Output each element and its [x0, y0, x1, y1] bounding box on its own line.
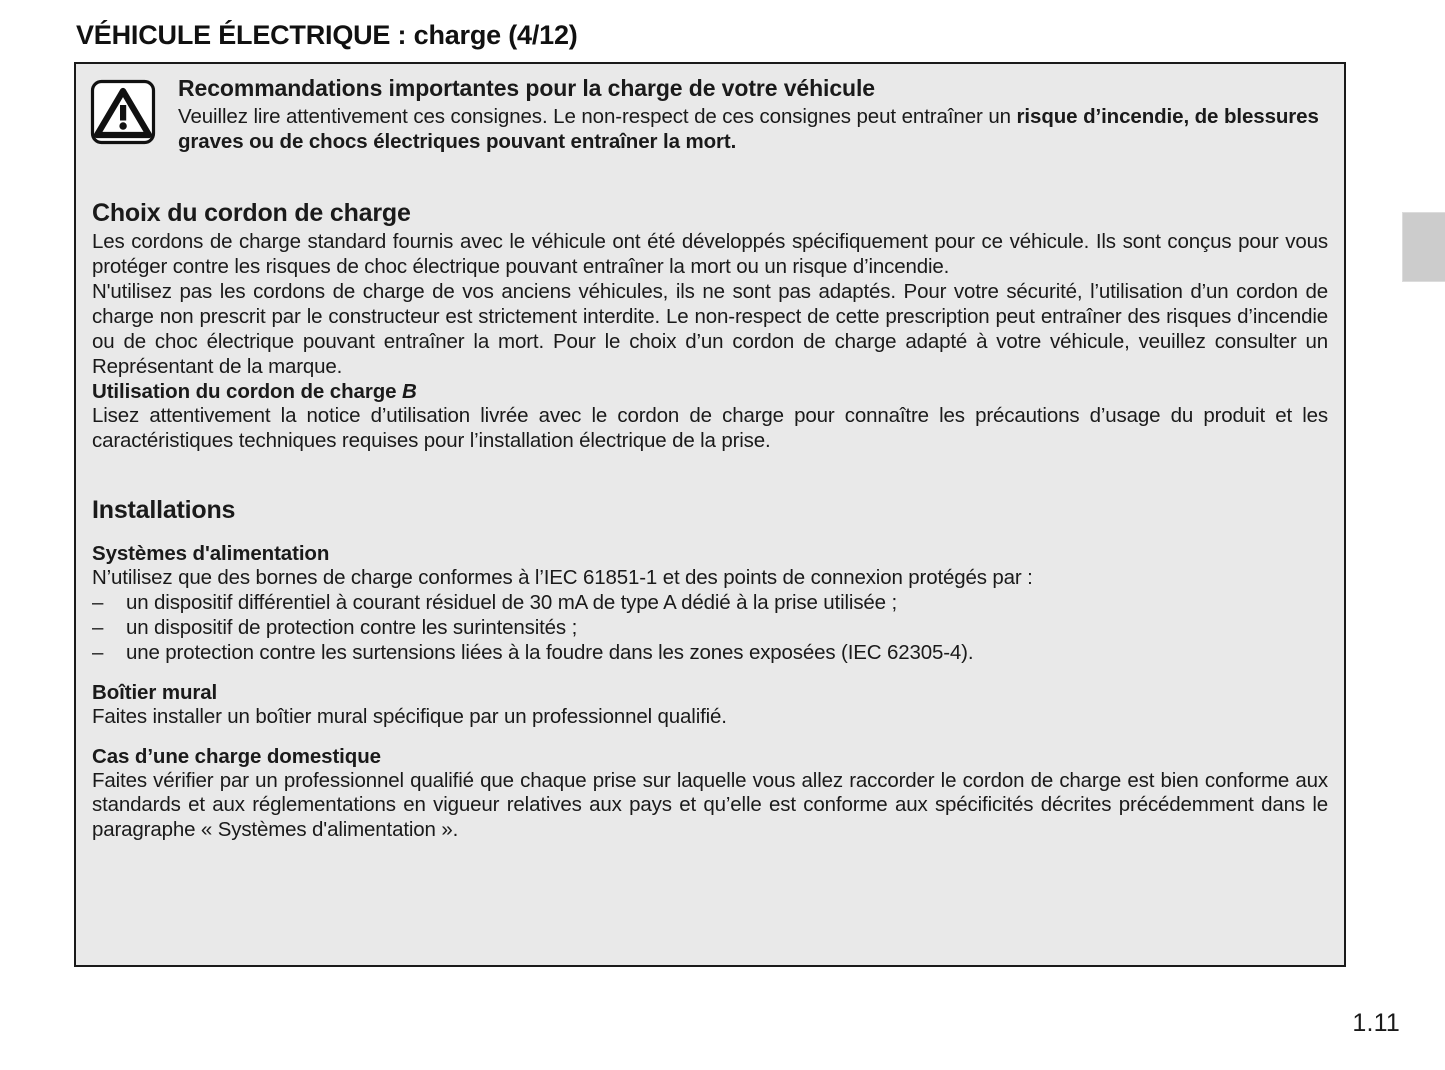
paragraph-cordons-standard: Les cordons de charge standard fournis avec le véhicule ont été développés spécifiquement pour ce véhicule. Ils sont conçus pour vous protéger contre les risques de choc électrique pouvant entraîner la mort ou un risque d’incendie. — [92, 230, 1328, 278]
paragraph-anciens-vehicules: N'utilisez pas les cordons de charge de vos anciens véhicules, ils ne sont pas adaptés. Pour votre sécurité, l’utilisation d’un cordon de charge non prescrit par le constructeur est strictement interdite. Le non-respect de cette prescription peut entraîner des risques d’incendie ou de choc électrique pouvant entraîner la mort. Pour le choix d’un cordon de charge adapté à votre véhicule, veuillez consulter un Représentant de la marque. — [92, 279, 1328, 378]
page-number: 1.11 — [1352, 1009, 1400, 1037]
warning-body — [178, 104, 1330, 154]
section-installations — [92, 496, 1328, 843]
list-points-connexion — [92, 591, 1328, 666]
paragraph-charge-domestique: Faites vérifier par un professionnel qualifié que chaque prise sur laquelle vous allez raccorder le cordon de charge est bien conforme aux standards et aux réglementations en vigueur relatives aux pays et qu’elle est conforme aux spécificités décrites précédemment dans le paragraphe « Systèmes d'alimentation ». — [92, 768, 1328, 842]
dash-bullet: – — [92, 590, 104, 614]
list-item — [92, 616, 1328, 641]
spacer — [92, 730, 1328, 744]
subheading-utilisation-cordon — [92, 379, 1328, 404]
warning-callout — [90, 74, 1330, 154]
warning-triangle-icon — [90, 79, 156, 145]
list-item — [92, 641, 1328, 666]
dash-bullet: – — [92, 615, 104, 639]
page-title: VÉHICULE ÉLECTRIQUE : charge (4/12) — [76, 20, 578, 50]
paragraph-boitier-mural: Faites installer un boîtier mural spécifique par un professionnel qualifié. — [92, 704, 727, 728]
list-item-label: un dispositif de protection contre les surintensités ; — [126, 615, 578, 639]
spacer — [92, 527, 1328, 541]
paragraph-bornes-conformes: N’utilisez que des bornes de charge conformes à l’IEC 61851-1 et des points de connexion protégés par : — [92, 566, 1033, 589]
subheading-boitier-mural: Boîtier mural — [92, 680, 218, 704]
warning-body-emphasis: risque d’incendie, de blessures graves ou de chocs électriques pouvant entraîner la mort. — [178, 105, 1319, 154]
warning-body-lead: Veuillez lire attentivement ces consignes. Le non-respect de ces consignes peut entraîner un — [178, 105, 1017, 129]
section-choix-cordon — [92, 199, 1328, 454]
spacer — [92, 666, 1328, 680]
subheading-charge-domestique: Cas d’une charge domestique — [92, 744, 381, 768]
dash-bullet: – — [92, 640, 104, 664]
warning-text-group — [178, 74, 1330, 154]
chapter-tab-marker — [1402, 212, 1445, 282]
content-frame — [74, 62, 1346, 967]
subheading-utilisation-cordon-text: Utilisation du cordon de charge — [92, 380, 403, 404]
section-heading-installations: Installations — [92, 496, 236, 524]
subheading-systemes-alimentation: Systèmes d'alimentation — [92, 542, 330, 565]
warning-title: Recommandations importantes pour la charge de votre véhicule — [178, 75, 875, 101]
list-item — [92, 591, 1328, 616]
list-item-label: une protection contre les surtensions liées à la foudre dans les zones exposées (IEC 62305-4). — [126, 640, 974, 664]
paragraph-notice-utilisation: Lisez attentivement la notice d’utilisation livrée avec le cordon de charge pour connaître les précautions d’usage du produit et les caractéristiques techniques requises pour l’installation électrique de la prise. — [92, 404, 1328, 453]
list-item-label: un dispositif différentiel à courant résiduel de 30 mA de type A dédié à la prise utilisée ; — [126, 590, 898, 614]
subheading-cordon-reference-letter: B — [402, 380, 417, 404]
section-heading-choix-cordon: Choix du cordon de charge — [92, 199, 411, 227]
